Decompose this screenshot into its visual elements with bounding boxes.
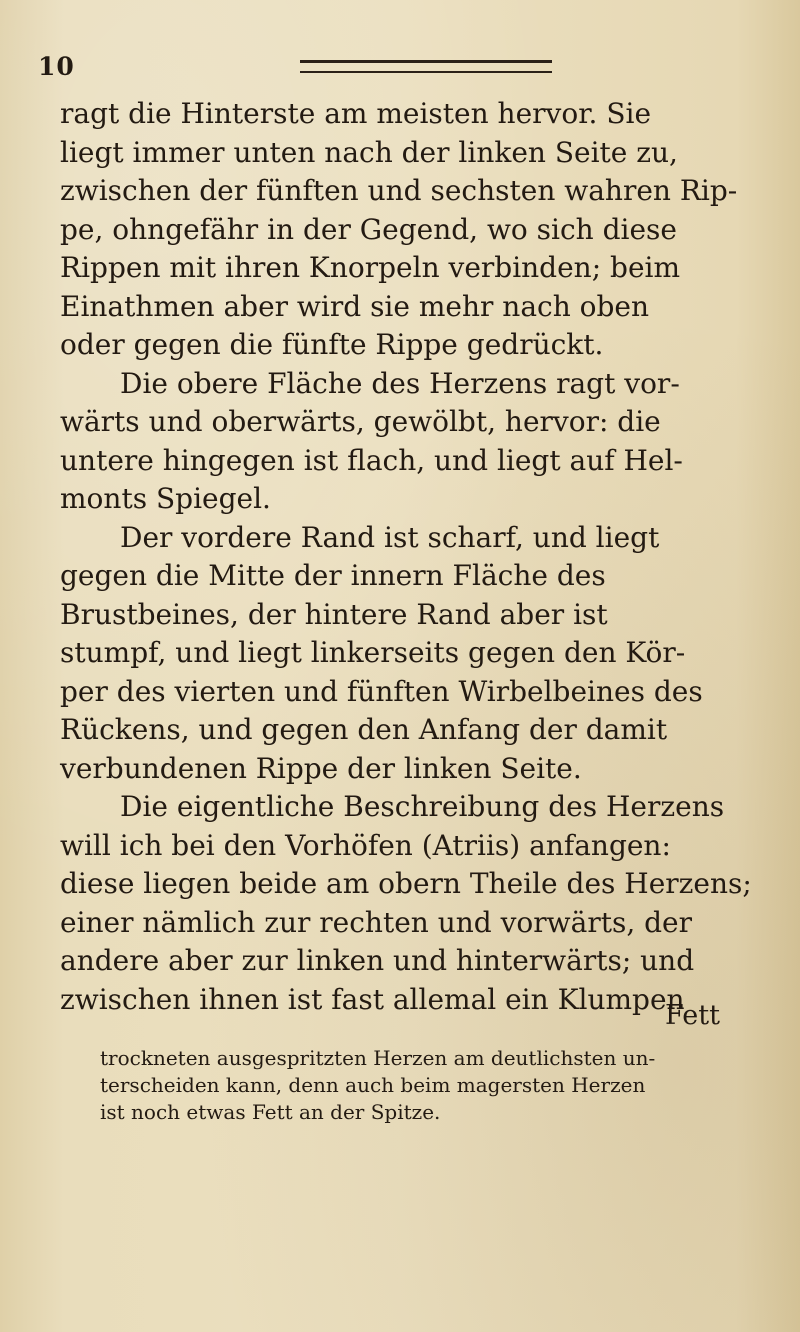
text-line: Rippen mit ihren Knorpeln verbinden; beim bbox=[60, 251, 681, 284]
paragraph-1 bbox=[60, 95, 760, 365]
text-line: Rückens, und gegen den Anfang der damit bbox=[60, 713, 668, 746]
text-line: monts Spiegel. bbox=[60, 482, 271, 515]
text-line: wärts und oberwärts, gewölbt, hervor: die bbox=[60, 405, 661, 438]
text-line: andere aber zur linken und hinterwärts; und bbox=[60, 944, 695, 977]
footnote-line: trockneten ausgespritzten Herzen am deutlichsten un- bbox=[100, 1046, 656, 1070]
text-line: einer nämlich zur rechten und vorwärts, der bbox=[60, 905, 693, 939]
text-line: Die obere Fläche des Herzens ragt vor- bbox=[120, 366, 680, 400]
text-line: Die eigentliche Beschreibung des Herzens bbox=[120, 790, 725, 823]
text-line: pe, ohngefähr in der Gegend, wo sich diese bbox=[60, 212, 677, 246]
text-line: oder gegen die fünfte Rippe gedrückt. bbox=[60, 328, 604, 361]
text-line: liegt immer unten nach der linken Seite zu, bbox=[60, 135, 678, 169]
paragraph-3 bbox=[60, 519, 760, 789]
text-line: will ich bei den Vorhöfen (Atriis) anfangen: bbox=[60, 828, 671, 862]
body-text bbox=[60, 95, 760, 1019]
text-line: verbundenen Rippe der linken Seite. bbox=[60, 751, 582, 785]
text-line: gegen die Mitte der innern Fläche des bbox=[60, 559, 606, 592]
paragraph-2 bbox=[60, 365, 760, 519]
footnote bbox=[100, 1045, 730, 1126]
text-line: zwischen der fünften und sechsten wahren Rip- bbox=[60, 174, 738, 207]
text-line: Der vordere Rand ist scharf, und liegt bbox=[120, 520, 660, 554]
footnote-line: terscheiden kann, denn auch beim magersten Herzen bbox=[100, 1073, 646, 1097]
text-line: untere hingegen ist flach, und liegt auf Hel- bbox=[60, 443, 683, 477]
footnote-line: ist noch etwas Fett an der Spitze. bbox=[100, 1100, 441, 1124]
text-line: Brustbeines, der hintere Rand aber ist bbox=[60, 597, 608, 631]
header-rule-lower bbox=[300, 71, 552, 73]
text-line: stumpf, und liegt linkerseits gegen den Kör- bbox=[60, 636, 686, 669]
header-rule bbox=[300, 60, 552, 63]
text-line: ragt die Hinterste am meisten hervor. Sie bbox=[60, 97, 652, 130]
text-line: diese liegen beide am obern Theile des Herzens; bbox=[60, 867, 752, 900]
text-line: per des vierten und fünften Wirbelbeines des bbox=[60, 674, 703, 708]
paragraph-4 bbox=[60, 788, 760, 1019]
catchword: Fett bbox=[665, 1000, 720, 1031]
text-line: zwischen ihnen ist fast allemal ein Klumpen bbox=[60, 982, 685, 1016]
text-line: Einathmen aber wird sie mehr nach oben bbox=[60, 289, 650, 323]
page-number: 10 bbox=[38, 52, 75, 81]
